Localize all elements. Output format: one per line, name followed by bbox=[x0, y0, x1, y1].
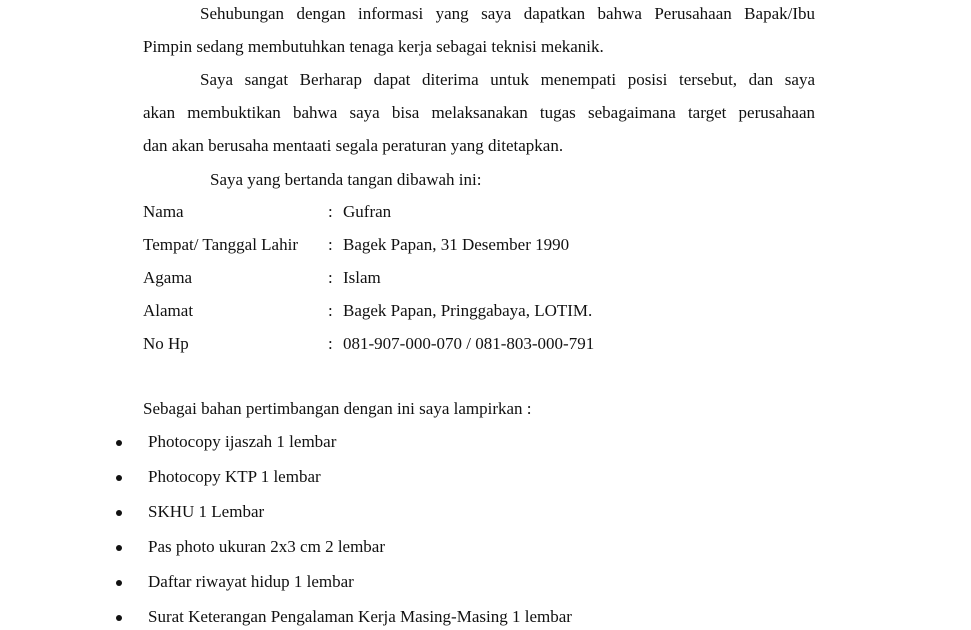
field-label: Nama bbox=[143, 202, 184, 221]
field-label: Agama bbox=[143, 268, 193, 287]
list-item-text: Photocopy ijaszah 1 lembar bbox=[148, 432, 337, 451]
list-item-text: Daftar riwayat hidup 1 lembar bbox=[148, 572, 354, 591]
list-item-text: SKHU 1 Lembar bbox=[148, 502, 265, 521]
field-value: Bagek Papan, Pringgabaya, LOTIM. bbox=[343, 301, 593, 320]
paragraph-1-line-1: Sehubungan dengan informasi yang saya dapatkan bahwa Perusahaan Bapak/Ibu bbox=[200, 4, 815, 23]
field-value: Gufran bbox=[343, 202, 392, 221]
attachments-intro: Sebagai bahan pertimbangan dengan ini saya lampirkan : bbox=[143, 399, 532, 418]
bullet-icon bbox=[116, 475, 122, 481]
field-value: Bagek Papan, 31 Desember 1990 bbox=[343, 235, 570, 254]
list-item-text: Pas photo ukuran 2x3 cm 2 lembar bbox=[148, 537, 386, 556]
field-colon: : bbox=[328, 235, 333, 254]
list-item-text: Surat Keterangan Pengalaman Kerja Masing-Masing 1 lembar bbox=[148, 607, 572, 626]
field-label: No Hp bbox=[143, 334, 189, 353]
field-label: Alamat bbox=[143, 301, 194, 320]
list-item-text: Photocopy KTP 1 lembar bbox=[148, 467, 321, 486]
field-value: Islam bbox=[343, 268, 381, 287]
paragraph-2-line-2: akan membuktikan bahwa saya bisa melaksanakan tugas sebagaimana target perusahaan bbox=[143, 103, 815, 122]
bullet-icon bbox=[116, 615, 122, 621]
bullet-icon bbox=[116, 545, 122, 551]
field-value: 081-907-000-070 / 081-803-000-791 bbox=[343, 334, 595, 353]
field-colon: : bbox=[328, 202, 333, 221]
bullet-icon bbox=[116, 510, 122, 516]
field-label: Tempat/ Tanggal Lahir bbox=[143, 235, 298, 254]
bullet-icon bbox=[116, 440, 122, 446]
field-colon: : bbox=[328, 268, 333, 287]
signatory-intro: Saya yang bertanda tangan dibawah ini: bbox=[210, 170, 482, 189]
paragraph-2-line-3: dan akan berusaha mentaati segala peraturan yang ditetapkan. bbox=[143, 136, 564, 155]
field-colon: : bbox=[328, 301, 333, 320]
paragraph-1-line-2: Pimpin sedang membutuhkan tenaga kerja sebagai teknisi mekanik. bbox=[143, 37, 604, 56]
paragraph-2-line-1: Saya sangat Berharap dapat diterima untuk menempati posisi tersebut, dan saya bbox=[200, 70, 815, 89]
bullet-icon bbox=[116, 580, 122, 586]
field-colon: : bbox=[328, 334, 333, 353]
